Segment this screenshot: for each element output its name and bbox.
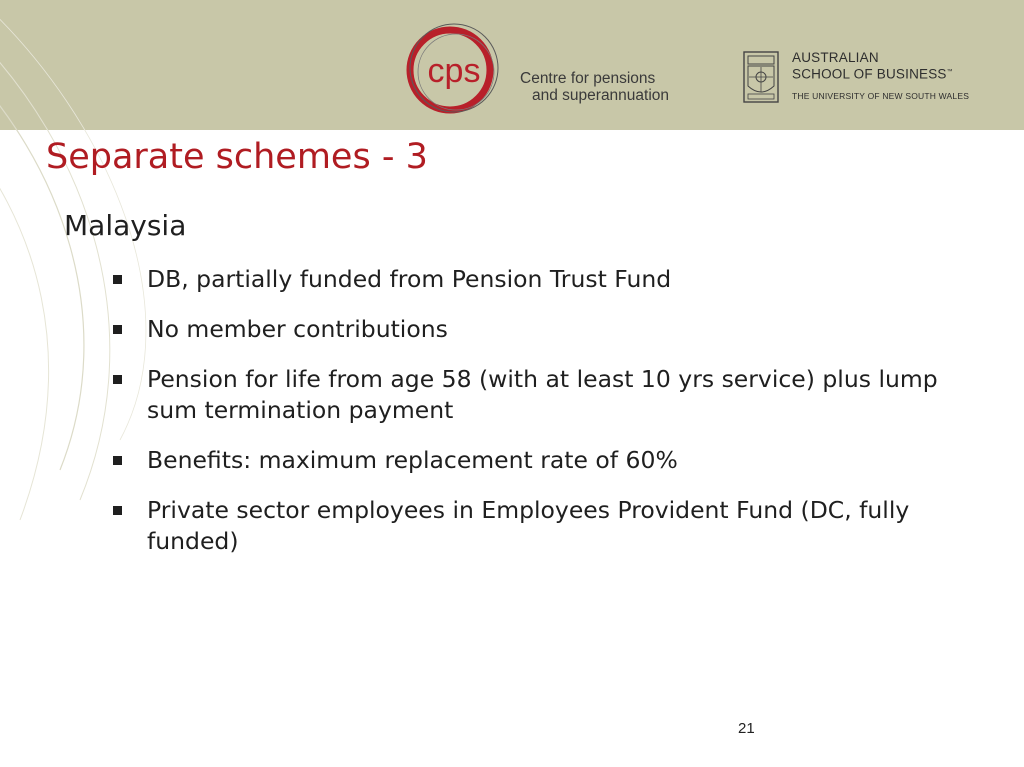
header-band — [0, 0, 1024, 130]
list-item — [113, 445, 993, 476]
cps-name-line2: and superannuation — [532, 87, 670, 104]
slide-title: Separate schemes - 3 — [46, 137, 428, 177]
list-item — [113, 364, 993, 426]
cps-name — [520, 70, 669, 104]
bullet-text: Benefits: maximum replacement rate of 60% — [147, 446, 678, 474]
asb-line3: THE UNIVERSITY OF NEW SOUTH WALES — [792, 90, 970, 101]
cps-name-line1: Centre for pensions — [520, 70, 656, 87]
cps-logo-icon — [398, 14, 510, 126]
square-bullet-icon — [113, 456, 122, 465]
list-item — [113, 264, 993, 295]
unsw-crest-icon — [742, 50, 780, 104]
asb-line2-text: SCHOOL OF BUSINESS — [792, 66, 947, 82]
cps-logo-text: cps — [427, 52, 481, 90]
bullet-text: Pension for life from age 58 (with at least 10 yrs service) plus lump sum termination payment — [147, 365, 938, 424]
bullet-text: Private sector employees in Employees Provident Fund (DC, fully funded) — [147, 496, 910, 555]
asb-wordmark — [792, 50, 969, 101]
square-bullet-icon — [113, 506, 122, 515]
bullet-list — [113, 264, 993, 576]
square-bullet-icon — [113, 325, 122, 334]
asb-line2 — [792, 65, 969, 82]
asb-line1: AUSTRALIAN — [792, 50, 879, 65]
square-bullet-icon — [113, 375, 122, 384]
list-item — [113, 314, 993, 345]
square-bullet-icon — [113, 275, 122, 284]
bullet-text: DB, partially funded from Pension Trust Fund — [147, 265, 672, 293]
page-number: 21 — [738, 720, 755, 737]
slide-subheading: Malaysia — [64, 209, 187, 242]
asb-trademark: ™ — [946, 69, 953, 75]
list-item — [113, 495, 993, 557]
bullet-text: No member contributions — [147, 315, 448, 343]
